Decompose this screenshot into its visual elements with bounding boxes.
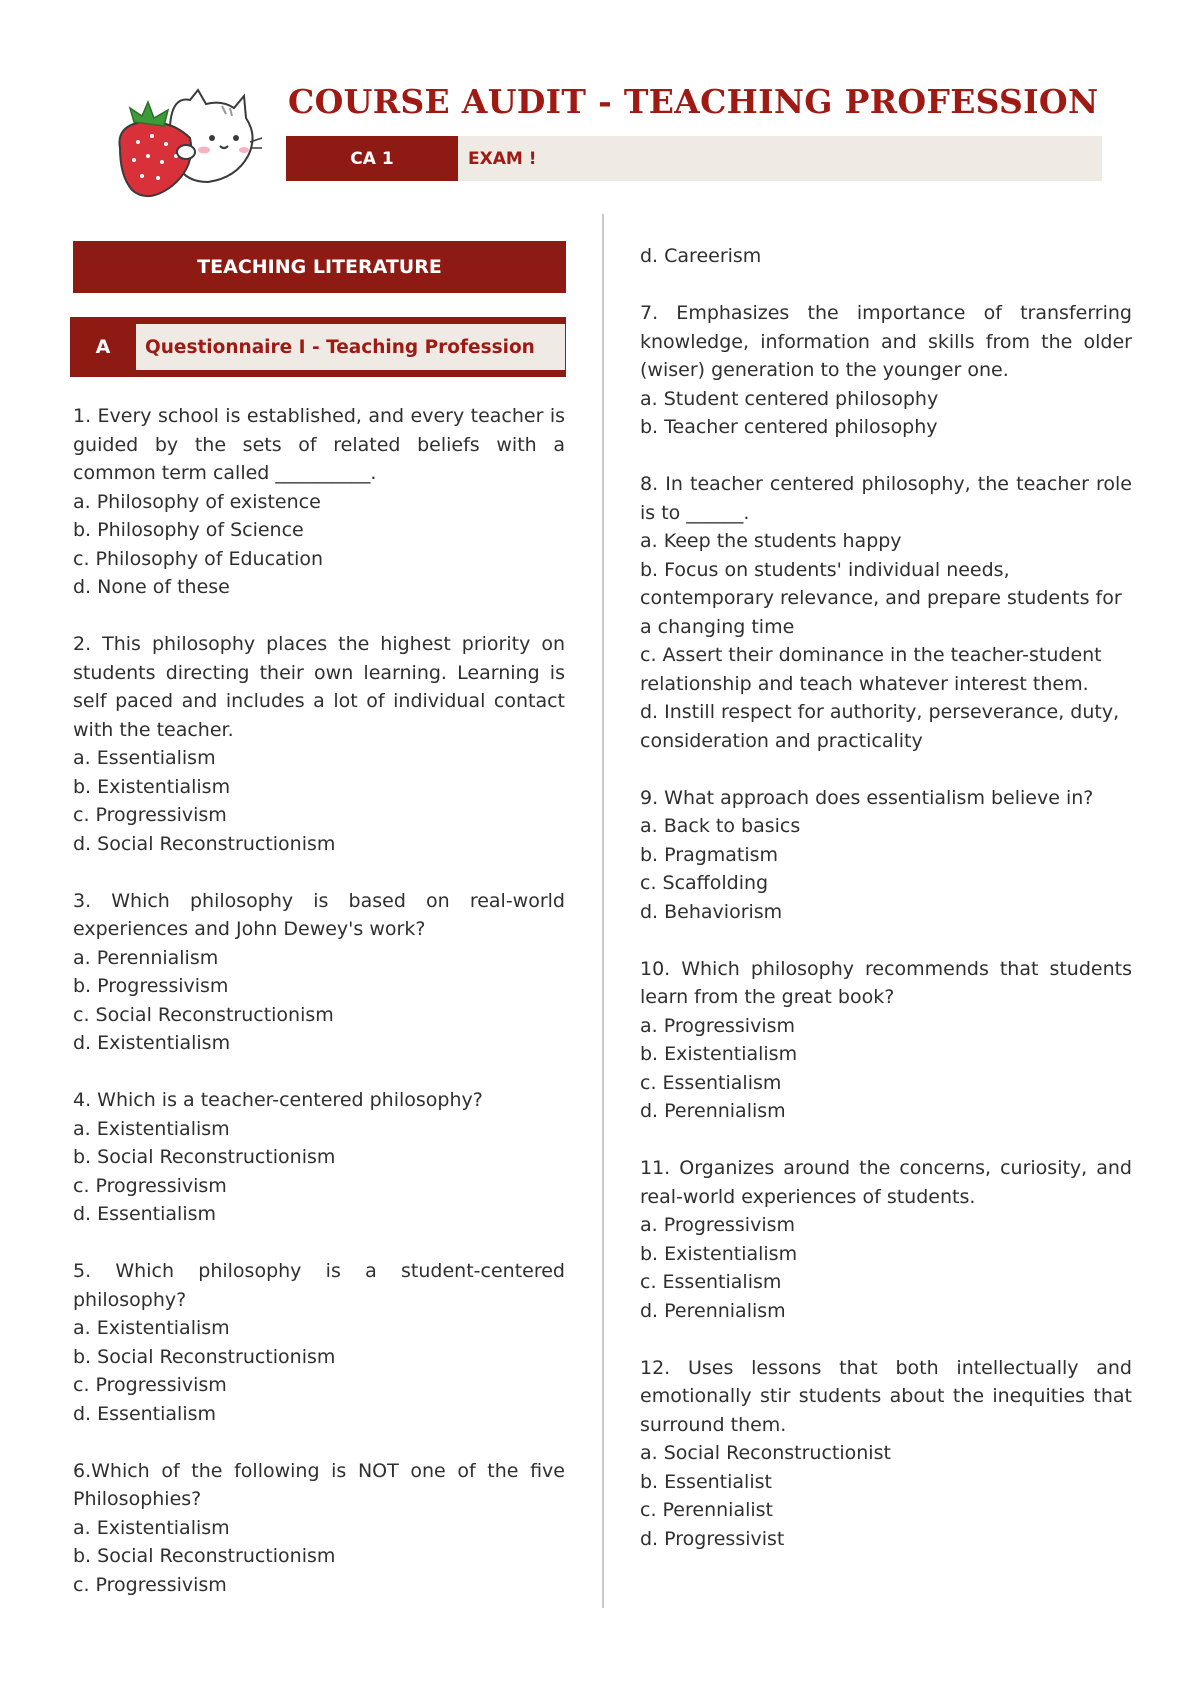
answer-option: a. Existentialism bbox=[73, 1117, 230, 1140]
answer-option: a. Back to basics bbox=[640, 815, 801, 837]
questionnaire-title: Questionnaire I - Teaching Profession bbox=[136, 324, 565, 370]
answer-option: c. Progressivism bbox=[73, 1174, 227, 1197]
answer-option: c. Social Reconstructionism bbox=[73, 1003, 334, 1026]
answer-option: b. Progressivism bbox=[73, 975, 229, 997]
answer-option: b. Social Reconstructionism bbox=[73, 1146, 336, 1168]
question-item bbox=[73, 887, 565, 1058]
question-text: 12. Uses lessons that both intellectually and emotionally stir students about the inequities that surround them. bbox=[640, 1356, 1132, 1436]
question-item bbox=[640, 955, 1132, 1126]
answer-option: d. Social Reconstructionism bbox=[73, 832, 336, 855]
course-code-badge: CA 1 bbox=[286, 136, 458, 181]
answer-option: b. Social Reconstructionism bbox=[73, 1345, 336, 1368]
question-item bbox=[640, 470, 1132, 755]
answer-option: d. Careerism bbox=[640, 245, 762, 267]
question-text: 7. Emphasizes the importance of transferring knowledge, information and skills from the older (wiser) generation to the younger one. bbox=[640, 302, 1132, 381]
answer-option: c. Perennialist bbox=[640, 1499, 773, 1521]
exam-tag-bar bbox=[286, 136, 1102, 181]
question-item bbox=[640, 1354, 1132, 1554]
exam-label: EXAM ! bbox=[468, 148, 537, 169]
answer-option: a. Existentialism bbox=[73, 1317, 230, 1339]
answer-option: c. Progressivism bbox=[73, 804, 227, 826]
answer-option: d. Perennialism bbox=[640, 1299, 786, 1322]
answer-option: a. Philosophy of existence bbox=[73, 490, 321, 513]
questionnaire-header bbox=[70, 317, 566, 377]
answer-option: b. Philosophy of Science bbox=[73, 519, 304, 541]
answer-option: c. Essentialism bbox=[640, 1071, 782, 1094]
part-letter: A bbox=[95, 336, 111, 358]
answer-option: b. Social Reconstructionism bbox=[73, 1545, 336, 1567]
answer-option: a. Progressivism bbox=[640, 1214, 796, 1236]
answer-option: d. Essentialism bbox=[73, 1203, 217, 1225]
question-text: 4. Which is a teacher-centered philosophy? bbox=[73, 1089, 483, 1111]
column-divider bbox=[602, 214, 604, 1608]
answer-option: c. Essentialism bbox=[640, 1271, 782, 1293]
question-item bbox=[73, 1086, 565, 1229]
question-item bbox=[640, 242, 1132, 271]
question-text: 6.Which of the following is NOT one of the five Philosophies? bbox=[73, 1459, 565, 1510]
answer-option: b. Existentialism bbox=[73, 775, 231, 798]
answer-option: b. Teacher centered philosophy bbox=[640, 416, 938, 438]
question-text: 1. Every school is established, and every teacher is guided by the sets of related beliefs with a common term called __________. bbox=[73, 405, 565, 484]
question-text: 8. In teacher centered philosophy, the teacher role is to ______. bbox=[640, 473, 1132, 524]
answer-option: d. None of these bbox=[73, 576, 230, 598]
answer-option: b. Existentialism bbox=[640, 1043, 798, 1065]
answer-option: a. Essentialism bbox=[73, 747, 216, 769]
question-item bbox=[640, 1154, 1132, 1325]
answer-option: a. Student centered philosophy bbox=[640, 387, 939, 410]
question-text: 2. This philosophy places the highest priority on students directing their own learning. Learning is self paced and includes a lot of individual contact with the teacher. bbox=[73, 633, 565, 741]
answer-option: b. Existentialism bbox=[640, 1242, 798, 1265]
answer-option: d. Perennialism bbox=[640, 1100, 786, 1122]
answer-option: a. Existentialism bbox=[73, 1516, 230, 1539]
answer-option: a. Keep the students happy bbox=[640, 530, 902, 552]
question-item bbox=[73, 1457, 565, 1600]
cat-strawberry-mascot-icon bbox=[112, 86, 272, 206]
answer-option: c. Scaffolding bbox=[640, 872, 769, 894]
answer-option: a. Progressivism bbox=[640, 1014, 796, 1037]
answer-option: c. Assert their dominance in the teacher-student relationship and teach whatever interest them. bbox=[640, 644, 1102, 695]
question-item bbox=[73, 402, 565, 602]
question-text: 3. Which philosophy is based on real-world experiences and John Dewey's work? bbox=[73, 889, 565, 940]
question-text: 5. Which philosophy is a student-centered philosophy? bbox=[73, 1260, 565, 1311]
question-text: 9. What approach does essentialism believe in? bbox=[640, 786, 1094, 809]
question-text: 10. Which philosophy recommends that students learn from the great book? bbox=[640, 957, 1132, 1008]
answer-option: c. Progressivism bbox=[73, 1374, 227, 1396]
answer-option: d. Existentialism bbox=[73, 1032, 231, 1054]
question-item bbox=[640, 784, 1132, 927]
section-title: TEACHING LITERATURE bbox=[73, 241, 566, 293]
question-text: 11. Organizes around the concerns, curiosity, and real-world experiences of students. bbox=[640, 1157, 1132, 1208]
answer-option: b. Pragmatism bbox=[640, 843, 779, 866]
answer-option: d. Behaviorism bbox=[640, 900, 783, 923]
answer-option: c. Progressivism bbox=[73, 1573, 227, 1596]
left-column bbox=[73, 402, 565, 1628]
answer-option: b. Essentialist bbox=[640, 1470, 772, 1493]
answer-option: d. Essentialism bbox=[73, 1402, 217, 1425]
answer-option: d. Instill respect for authority, perseverance, duty, consideration and practicality bbox=[640, 701, 1120, 752]
answer-option: d. Progressivist bbox=[640, 1527, 785, 1550]
page-title: COURSE AUDIT - TEACHING PROFESSION bbox=[288, 82, 1099, 121]
question-item bbox=[640, 299, 1132, 442]
answer-option: a. Perennialism bbox=[73, 946, 219, 969]
question-item bbox=[73, 1257, 565, 1428]
answer-option: b. Focus on students' individual needs, contemporary relevance, and prepare students for a changing time bbox=[640, 558, 1122, 638]
answer-option: c. Philosophy of Education bbox=[73, 547, 324, 570]
answer-option: a. Social Reconstructionist bbox=[640, 1442, 891, 1464]
question-item bbox=[73, 630, 565, 858]
right-column bbox=[640, 242, 1132, 1582]
